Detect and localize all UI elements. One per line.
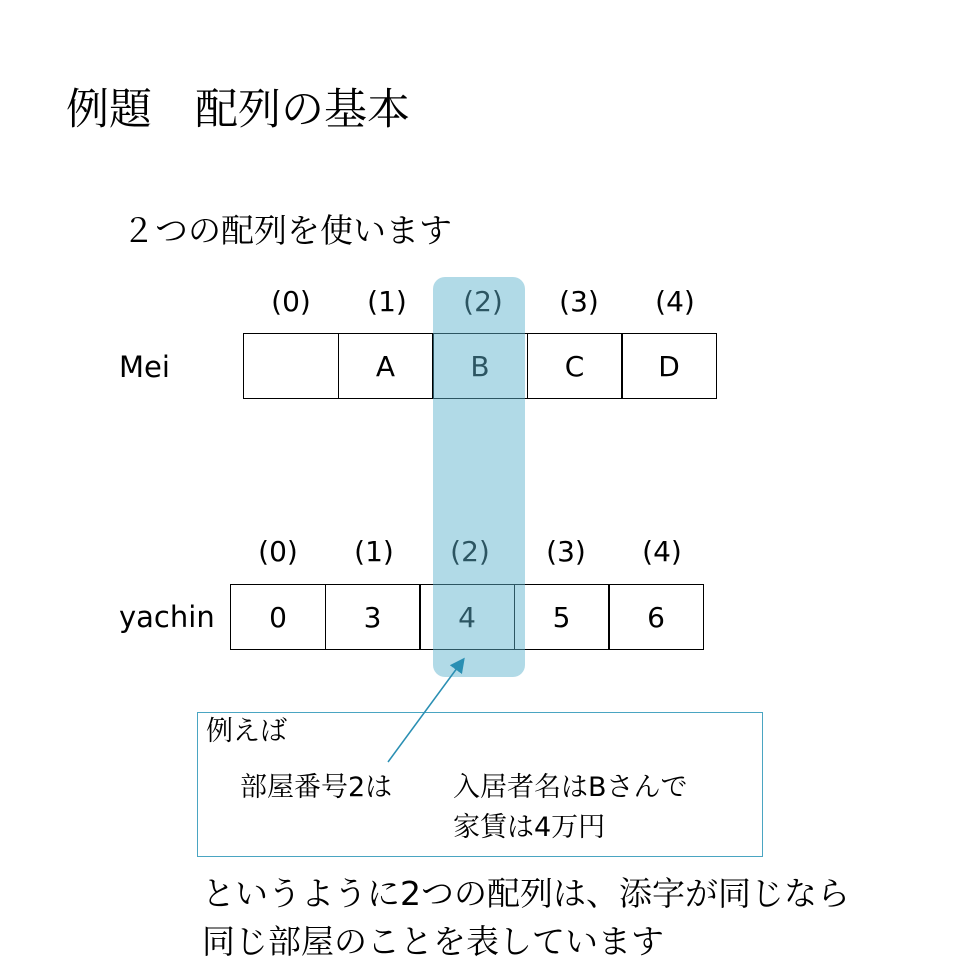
array-cell: 3 <box>325 584 421 650</box>
array-cell: A <box>338 333 434 399</box>
index-label: (3) <box>559 285 599 318</box>
bottom-line-1: というように2つの配列は、添字が同じなら <box>202 874 850 913</box>
array-cell: 6 <box>608 584 704 650</box>
bottom-explanation <box>202 870 952 966</box>
index-label: (1) <box>367 285 407 318</box>
note-room-number: 部屋番号2は <box>240 772 393 803</box>
array-cell <box>243 333 339 399</box>
note-heading: 例えば <box>206 716 287 747</box>
array-cell: 0 <box>230 584 326 650</box>
index-label: (1) <box>354 535 394 568</box>
index-label: (2) <box>463 285 503 318</box>
array-cell: 4 <box>419 584 515 650</box>
index-label: (0) <box>271 285 311 318</box>
example-note-box <box>197 712 763 857</box>
array-cell: C <box>527 333 623 399</box>
index-label: (3) <box>546 535 586 568</box>
array-cell: 5 <box>514 584 610 650</box>
index-2-highlight <box>433 277 525 677</box>
array-name-mei: Mei <box>119 350 170 384</box>
index-label: (4) <box>642 535 682 568</box>
index-label: (0) <box>258 535 298 568</box>
index-label: (2) <box>450 535 490 568</box>
page-title: 例題 配列の基本 <box>66 85 410 135</box>
bottom-line-2: 同じ部屋のことを表しています <box>202 922 664 961</box>
array-cell: B <box>432 333 528 399</box>
index-label: (4) <box>655 285 695 318</box>
note-tenant: 入居者名はBさんで <box>453 772 688 803</box>
subtitle: ２つの配列を使います <box>122 211 452 250</box>
array-cell: D <box>621 333 717 399</box>
array-name-yachin: yachin <box>119 600 215 634</box>
note-rent: 家賃は4万円 <box>453 812 606 843</box>
